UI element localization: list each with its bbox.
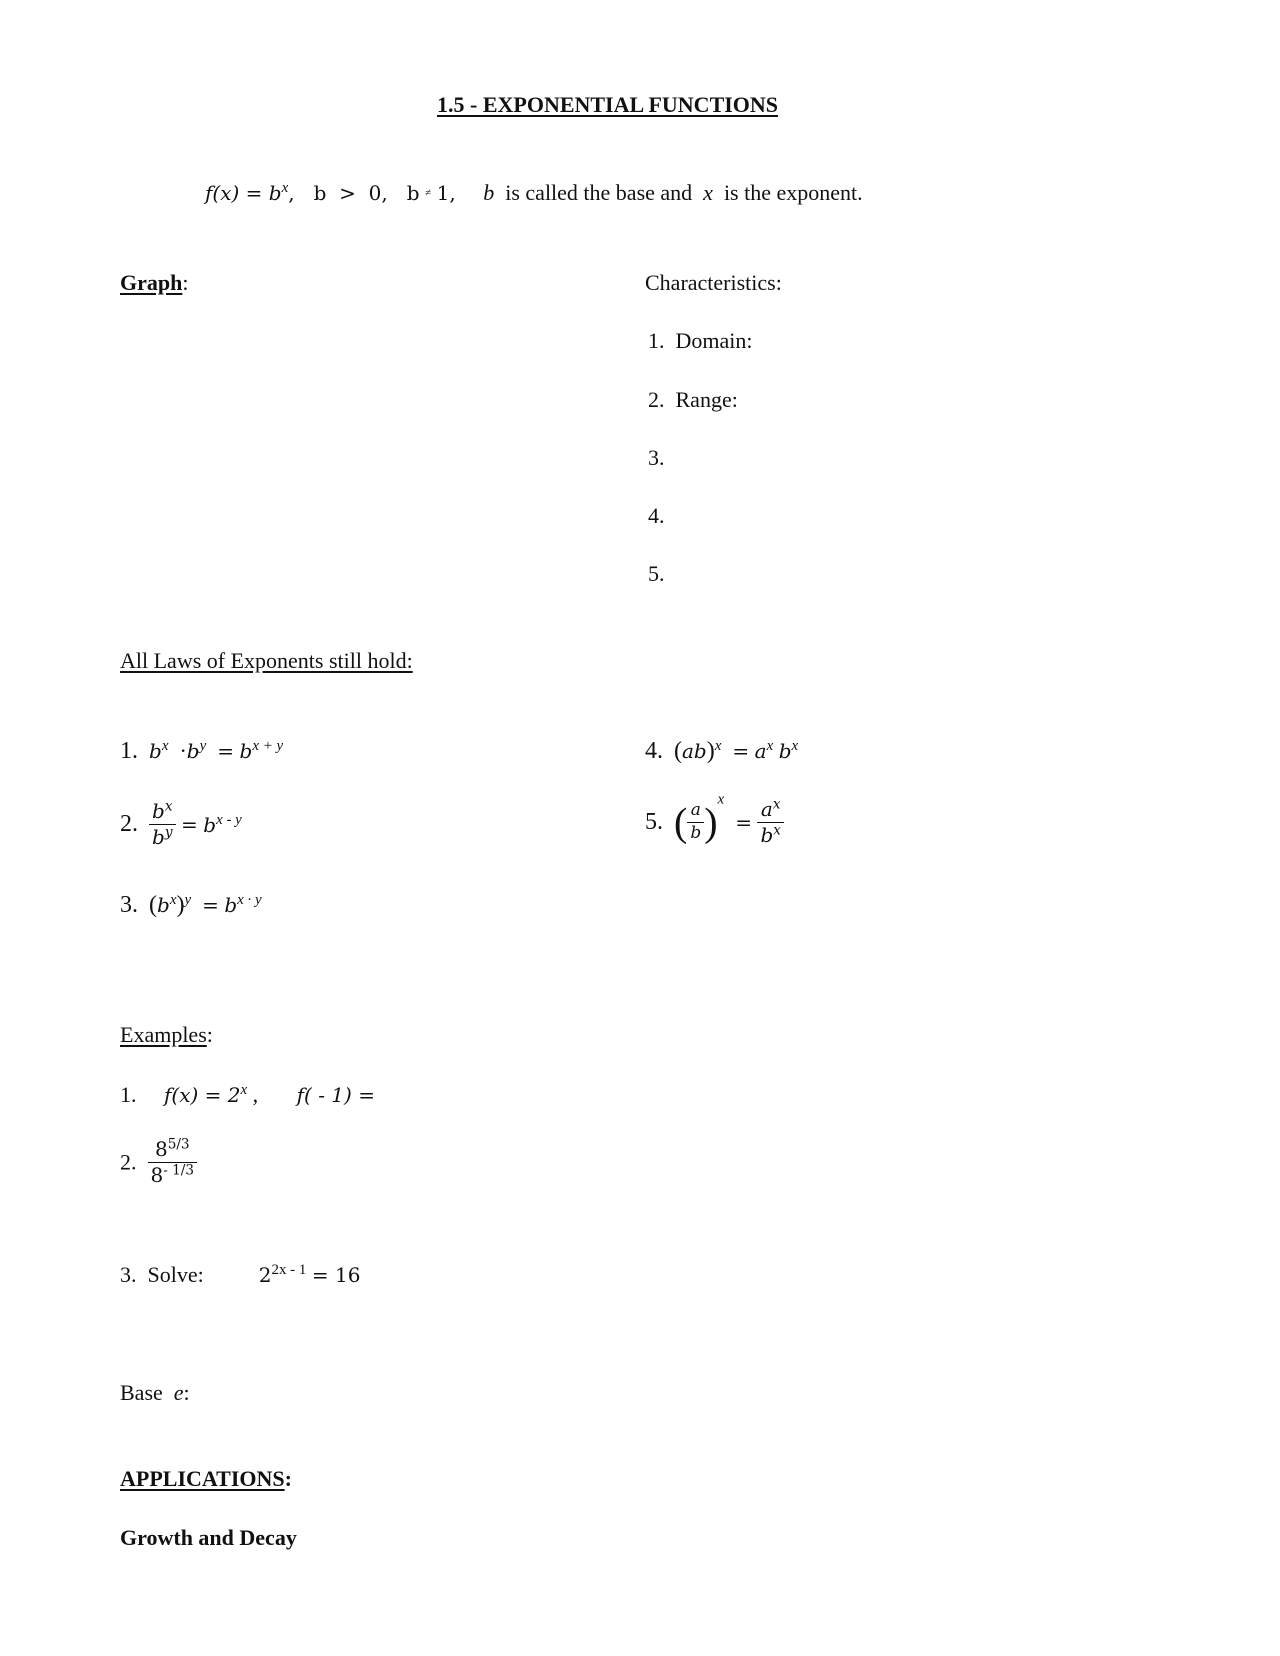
law-1-exp-sum: x + y	[252, 737, 284, 754]
law-2-exp-diff: x - y	[216, 811, 242, 828]
definition-fx: f(x) = b	[205, 181, 282, 205]
law-3: 3. $(b^x)^y = b^{x \cdot y}$	[120, 891, 262, 918]
law-1-exp-x: x	[161, 737, 169, 754]
definition-b: b	[483, 180, 495, 205]
applications-heading-colon: :	[284, 1466, 292, 1491]
law-1-b3: b	[239, 739, 253, 763]
law-1	[120, 738, 283, 765]
characteristic-item-5: 5.	[648, 561, 665, 586]
law-4-a: a	[754, 739, 767, 763]
law-3-number: 3.	[120, 892, 138, 918]
examples-heading	[120, 1022, 213, 1048]
law-1-exp-y: y	[199, 737, 207, 754]
example-2-den-exp: - 1/3	[163, 1162, 195, 1179]
example-2	[120, 1138, 197, 1187]
characteristic-item-domain: 1. Domain:	[648, 328, 753, 353]
base-e-colon: :	[183, 1380, 190, 1405]
law-4-equals: =	[732, 739, 750, 763]
example-1-function: f(x) = 2	[164, 1083, 241, 1107]
example-2-number: 2.	[120, 1149, 137, 1175]
definition-line	[205, 180, 863, 206]
example-3-label: 3. Solve:	[120, 1262, 204, 1287]
law-2-den-exp: y	[164, 824, 173, 841]
law-3-inner-exp: x	[169, 891, 177, 908]
law-4-exp-x2: x	[766, 737, 774, 754]
law-5-outer-exp: x	[717, 791, 725, 808]
law-2-den-b: b	[152, 825, 165, 849]
law-2-equals: =	[181, 812, 198, 837]
applications-heading	[120, 1466, 292, 1492]
law-2-fraction	[149, 800, 176, 849]
base-e-heading	[120, 1380, 190, 1406]
characteristic-item-3: 3.	[648, 445, 665, 470]
law-3-rhs-b: b	[224, 893, 238, 917]
characteristic-item-range: 2. Range:	[648, 387, 738, 412]
law-3-outer-exp: y	[184, 891, 192, 908]
example-2-num-exp: 5/3	[167, 1136, 190, 1153]
example-1-comma: ,	[252, 1082, 259, 1107]
law-2-num-b: b	[152, 799, 165, 823]
example-1-exponent: x	[240, 1081, 248, 1098]
definition-exponent: x	[281, 179, 289, 196]
characteristics-heading: Characteristics:	[645, 270, 782, 295]
law-5-rhs-b: b	[760, 823, 774, 847]
law-5-rhs-a: a	[760, 797, 773, 821]
definition-x: x	[703, 180, 713, 205]
law-4-number: 4.	[645, 738, 663, 764]
law-4: 4. $(ab)^x = a^x$ $b^x$	[645, 737, 799, 764]
law-2-number: 2.	[120, 811, 138, 837]
law-5-rhs-a-exp: x	[772, 796, 781, 813]
law-4-b: b	[778, 739, 792, 763]
law-3-equals: =	[202, 893, 219, 917]
law-5-rhs-b-exp: x	[773, 822, 781, 839]
law-5-number: 5.	[645, 809, 663, 835]
applications-heading-text: APPLICATIONS	[120, 1466, 285, 1491]
law-1-dot: ·	[179, 738, 187, 763]
definition-text-exponent: is the exponent.	[723, 180, 863, 205]
law-3-exp-product: x · y	[237, 891, 262, 908]
base-e-symbol: e	[173, 1380, 184, 1405]
graph-heading	[120, 270, 188, 296]
graph-heading-text: Graph	[120, 270, 183, 295]
example-2-num-base: 8	[154, 1137, 168, 1161]
example-3-exponent: 2x - 1	[271, 1261, 307, 1278]
definition-text-base: is called the base and	[505, 180, 693, 205]
base-e-label: Base	[120, 1380, 163, 1405]
law-5: 5. ( $\frac{a}{b}$ )$^x$ = $\frac{a^x}{b^x}$	[645, 798, 784, 847]
law-5-equals: =	[735, 810, 752, 835]
law-4-exp-x: x	[714, 737, 722, 754]
definition-condition-one: 1,	[436, 181, 456, 205]
law-5-inner-b: b	[690, 823, 702, 843]
example-3-rhs: = 16	[311, 1263, 361, 1287]
example-1	[120, 1082, 375, 1108]
graph-heading-colon: :	[182, 270, 189, 295]
laws-heading: All Laws of Exponents still hold:	[120, 648, 413, 673]
example-3-base: 2	[258, 1263, 272, 1287]
example-2-fraction	[148, 1138, 198, 1187]
example-3	[120, 1262, 360, 1288]
examples-heading-text: Examples	[120, 1022, 207, 1047]
law-2-rhs-b: b	[203, 812, 217, 837]
law-5-inner-a: a	[687, 801, 704, 823]
examples-heading-colon: :	[206, 1022, 213, 1047]
page-title: 1.5 - EXPONENTIAL FUNCTIONS	[437, 92, 779, 117]
law-3-b: b	[157, 893, 170, 917]
definition-conditions: , b > 0, b	[288, 181, 420, 205]
law-2	[120, 800, 242, 849]
example-2-den-base: 8	[150, 1163, 164, 1187]
law-1-number: 1.	[120, 738, 138, 764]
law-4-exp-x3: x	[791, 737, 799, 754]
law-5-inner-fraction	[687, 801, 704, 843]
example-1-number: 1.	[120, 1082, 137, 1107]
growth-decay-heading: Growth and Decay	[120, 1525, 297, 1550]
law-2-num-exp: x	[164, 798, 173, 815]
law-1-b1: b	[149, 739, 162, 763]
law-5-rhs-fraction	[757, 798, 783, 847]
characteristic-item-4: 4.	[648, 503, 665, 528]
not-equal-sign: ≠	[425, 187, 432, 199]
law-1-equals: =	[217, 739, 234, 763]
law-4-ab: ab	[682, 739, 707, 763]
law-1-b2: b	[186, 739, 200, 763]
example-1-evaluate: f( - 1) =	[296, 1083, 375, 1107]
